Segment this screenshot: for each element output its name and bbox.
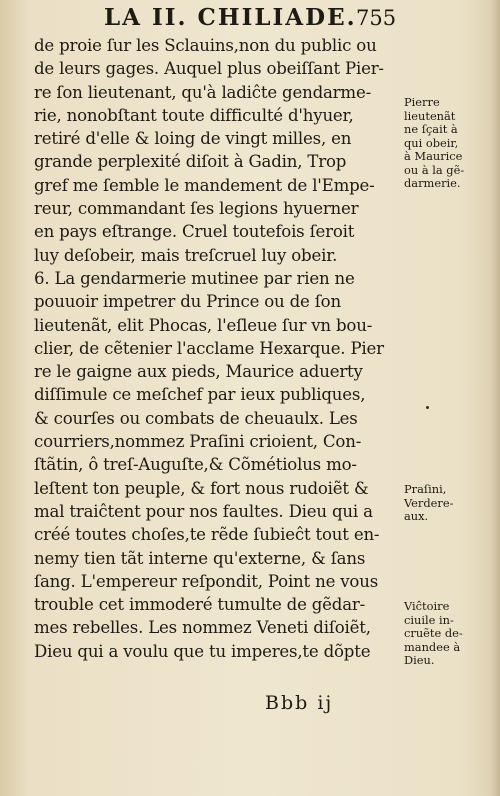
margin-note-line: Dieu. [404,653,435,667]
text-line: ſang. L'empereur reſpondit, Point ne vous [34,571,379,591]
page-number: 755 [356,6,397,30]
margin-note-pierre [404,96,496,191]
text-line: gref me ſemble le mandement de l'Empe- [34,175,375,195]
text-line: trouble cet immoderé tumulte de gẽdar- [34,595,366,615]
main-text-column [34,34,406,663]
text-line: re le gaigne aux pieds, Maurice aduerty [34,362,363,382]
margin-note-line: mandee à [404,639,461,654]
text-line: créé toutes choſes,te rẽde ſubieĉt tout en- [34,525,380,545]
text-line: rie, nonobſtant toute difficulté d'hyuer, [34,105,354,125]
text-line: & courſes ou combats de cheuaulx. Les [34,408,358,428]
text-line: ſtãtin, ô treſ-Auguſte,& Cõmétiolus mo- [34,455,357,475]
margin-note-line: Pierre [404,95,440,109]
margin-note-line: ne ſçait à [404,122,458,136]
text-line: clier, de cẽtenier l'acclame Hexarque. Pier [34,338,384,358]
text-line: reur, commandant ſes legions hyuerner [34,199,359,219]
text-line: en pays eſtrange. Cruel toutefois ſeroit [34,222,355,242]
text-line: pouuoir impetrer du Prince ou de ſon [34,292,341,312]
margin-note-line: lieutenãt [404,108,456,123]
margin-note-line: aux. [404,509,429,523]
margin-note-victoire [404,600,496,668]
text-line: de leurs gages. Auquel plus obeiſſant Pier- [34,59,384,79]
text-line: mes rebelles. Les nommez Veneti diſoiẽt, [34,618,371,638]
margin-note-line: ou à la gẽ- [404,162,465,177]
margin-note-line: Viĉtoire [404,599,450,613]
text-line: lieutenãt, elit Phocas, l'eſleue ſur vn bou- [34,315,373,335]
text-line: leſtent ton peuple, & fort nous rudoiẽt & [34,478,369,498]
signature-mark: Bbb ij [265,692,334,714]
text-line-paragraph-start: 6. La gendarmerie mutinee par rien ne [34,268,355,288]
text-line: luy deſobeir, mais treſcruel luy obeir. [34,245,338,265]
page-header [0,4,500,32]
margin-note-prasini [404,483,496,524]
text-line: courriers,nommez Praſini crioient, Con- [34,432,362,452]
margin-note-line: Praſini, [404,482,447,496]
running-head: LA II. CHILIADE. [104,4,357,31]
margin-note-line: Verdere- [404,495,454,510]
margin-note-line: cruẽte de- [404,626,463,640]
text-line: Dieu qui a voulu que tu imperes,te dõpte [34,641,371,661]
ink-speck [426,406,429,409]
margin-note-line: ciuile in- [404,612,454,627]
text-line: nemy tien tãt interne qu'externe, & ſans [34,548,366,568]
text-line: mal traiĉtent pour nos faultes. Dieu qui a [34,501,373,521]
margin-note-line: qui obeir, [404,135,459,150]
text-line: grande perplexité diſoit à Gadin, Trop [34,152,347,172]
margin-note-line: darmerie. [404,176,461,190]
margin-note-line: à Maurice [404,149,463,163]
text-line: de proie ſur les Sclauins,non du public ou [34,36,377,55]
text-line: re ſon lieutenant, qu'à ladiĉte gendarme- [34,82,371,102]
text-line: diſſimule ce meſchef par ieux publiques, [34,385,366,405]
text-line: retiré d'elle & loing de vingt milles, en [34,129,352,149]
